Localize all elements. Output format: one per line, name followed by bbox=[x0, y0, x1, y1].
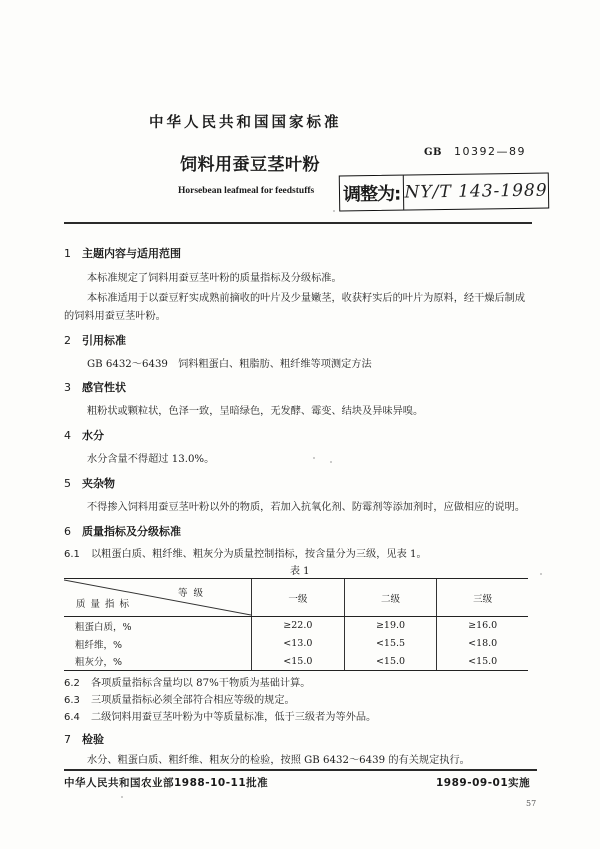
stamp-label: 调整为: bbox=[340, 176, 405, 211]
row-label: 粗灰分，% bbox=[64, 653, 252, 671]
standard-code bbox=[424, 145, 526, 158]
column-header-grade-2: 二级 bbox=[344, 579, 437, 617]
column-header-grade-1: 一级 bbox=[252, 579, 345, 617]
section-2-heading: 2 引用标准 bbox=[64, 334, 126, 347]
table-cell: <15.0 bbox=[437, 653, 528, 671]
table-row bbox=[64, 617, 528, 635]
section-5-paragraph: 不得掺入饲料用蚕豆茎叶粉以外的物质，若加入抗氧化剂、防霉剂等添加剂时，应做相应的说明。 bbox=[87, 502, 526, 513]
row-label: 粗蛋白质，% bbox=[75, 621, 132, 633]
document-title-english: Horsebean leafmeal for feedstuffs bbox=[178, 186, 315, 196]
table-caption: 表 1 bbox=[290, 566, 310, 577]
scan-speck bbox=[330, 461, 332, 463]
row-label: 粗纤维，% bbox=[75, 639, 123, 651]
section-3-paragraph: 粗粉状或颗粒状，色泽一致，呈暗绿色，无发酵、霉变、结块及异味异嗅。 bbox=[87, 406, 424, 417]
section-1-paragraph-2: 本标准适用于以蚕豆籽实成熟前摘收的叶片及少量嫩茎，收获籽实后的叶片为原料，经干燥后制成 bbox=[87, 293, 526, 304]
corner-label-grade: 等级 bbox=[177, 588, 209, 599]
footer-divider bbox=[64, 769, 537, 771]
section-1-paragraph-1: 本标准规定了饲料用蚕豆茎叶粉的质量指标及分级标准。 bbox=[87, 273, 342, 284]
table-corner-cell bbox=[64, 579, 252, 617]
stamp-handwritten-value: NY/T 143-1989 bbox=[404, 180, 548, 203]
subclause-6-4: 6.4 二级饲料用蚕豆茎叶粉为中等质量标准，低于三级者为等外品。 bbox=[64, 712, 377, 723]
header-divider bbox=[64, 222, 532, 224]
corner-label-indicator: 质量指标 bbox=[76, 599, 135, 610]
section-4-paragraph: 水分含量不得超过 13.0%。 bbox=[87, 454, 215, 465]
page-number: 57 bbox=[526, 799, 537, 808]
section-5-heading: 5 夹杂物 bbox=[64, 477, 115, 490]
table-header-row bbox=[64, 579, 528, 617]
national-standard-heading: 中华人民共和国国家标准 bbox=[149, 115, 342, 131]
subclause-6-2: 6.2 各项质量指标含量均以 87%干物质为基础计算。 bbox=[64, 678, 311, 689]
table-cell: <15.0 bbox=[252, 653, 345, 671]
table-cell: <13.0 bbox=[252, 635, 345, 653]
section-7-paragraph: 水分、粗蛋白质、粗纤维、粗灰分的检验，按照 GB 6432～6439 的有关规定执行。 bbox=[87, 755, 470, 766]
adjustment-stamp bbox=[339, 173, 549, 212]
standard-number: 10392—89 bbox=[454, 145, 526, 158]
table-cell: ≥16.0 bbox=[437, 617, 528, 635]
quality-grade-table bbox=[64, 578, 528, 671]
table-row bbox=[64, 635, 528, 653]
document-title: 饲料用蚕豆茎叶粉 bbox=[180, 155, 320, 175]
scan-speck bbox=[313, 457, 315, 459]
column-header-grade-3: 三级 bbox=[437, 579, 528, 617]
section-7-heading: 7 检验 bbox=[64, 733, 104, 746]
section-6-heading: 6 质量指标及分级标准 bbox=[64, 525, 181, 538]
section-1-paragraph-2-cont: 的饲料用蚕豆茎叶粉。 bbox=[64, 311, 166, 322]
table-cell: <18.0 bbox=[437, 635, 528, 653]
implementation-date: 1989-09-01实施 bbox=[436, 777, 531, 789]
table-row bbox=[64, 653, 528, 671]
table-cell: ≥19.0 bbox=[344, 617, 437, 635]
standard-prefix: GB bbox=[424, 147, 442, 158]
section-3-heading: 3 感官性状 bbox=[64, 381, 126, 394]
approval-line: 中华人民共和国农业部1988-10-11批准 bbox=[64, 777, 269, 789]
section-1-heading: 1 主题内容与适用范围 bbox=[64, 247, 181, 260]
scan-speck bbox=[540, 573, 542, 575]
scan-speck bbox=[121, 796, 123, 798]
scan-speck bbox=[333, 210, 335, 212]
section-2-reference: GB 6432～6439 饲料粗蛋白、粗脂肪、粗纤维等项测定方法 bbox=[87, 359, 372, 370]
table-cell: <15.0 bbox=[344, 653, 437, 671]
subclause-6-1: 6.1 以粗蛋白质、粗纤维、粗灰分为质量控制指标，按含量分为三级，见表 1。 bbox=[64, 549, 427, 560]
section-4-heading: 4 水分 bbox=[64, 429, 104, 442]
table-cell: <15.5 bbox=[344, 635, 437, 653]
table-cell: ≥22.0 bbox=[252, 617, 345, 635]
subclause-6-3: 6.3 三项质量指标必须全部符合相应等级的规定。 bbox=[64, 695, 295, 706]
